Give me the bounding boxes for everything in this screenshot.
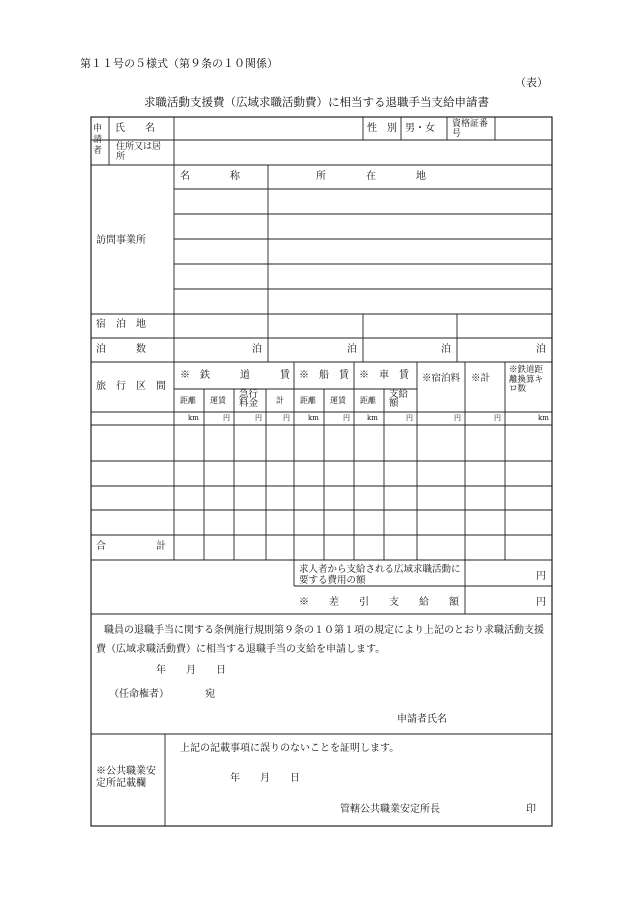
night-unit-3: 泊 [441, 344, 451, 355]
rail-km-header: ※鉄道距離換算キロ数 [509, 365, 544, 394]
travel-section-label: 旅 行 区 間 [96, 381, 166, 392]
car-fare-header: ※ 車 賃 [359, 370, 409, 381]
rail-fare-sub-header: 運賃 [210, 396, 226, 405]
office-section-label: ※公共職業安定所記載欄 [96, 766, 156, 789]
declaration-line-1: 職員の退職手当に関する条例施行規則第９条の１０第１項の規定により上記のとおり求職活動支援 [104, 625, 544, 636]
unit-express: 円 [255, 414, 262, 422]
office-location-header: 所 在 地 [316, 171, 426, 182]
declaration-line-2: 費（広域求職活動費）に相当する退職手当の支給を申請します。 [96, 644, 386, 655]
form-title: 求職活動支援費（広域求職活動費）に相当する退職手当支給申請書 [144, 95, 489, 109]
unit-car-pay: 円 [406, 414, 413, 422]
lodging-nights-label: 泊 数 [96, 344, 146, 355]
unit-rail-km: km [188, 414, 199, 422]
lodging-place-label: 宿 泊 地 [96, 319, 146, 330]
ship-fare-header: ※ 船 賃 [299, 370, 349, 381]
office-name-header: 名 称 [180, 171, 240, 182]
cert-number-label: 資格証番号 [452, 119, 489, 139]
office-certification-text: 上記の記載事項に誤りのないことを証明します。 [180, 743, 400, 754]
rail-fare-header: ※ 鉄 道 賃 [180, 370, 290, 381]
office-date: 年 月 日 [230, 773, 300, 784]
night-unit-1: 泊 [252, 344, 262, 355]
declaration-date: 年 月 日 [156, 665, 226, 676]
applicant-group-label: 申請者 [93, 124, 103, 156]
unit-ship-km: km [308, 414, 319, 422]
unit-rail-km-conv: km [538, 414, 549, 422]
address-label: 住所又は居所 [116, 142, 162, 162]
lodging-fee-header: ※宿泊料 [422, 373, 461, 384]
addressee-suffix: 宛 [205, 689, 215, 700]
ship-fare-sub-header: 運賃 [330, 396, 346, 405]
appointing-authority: （任命権者） [109, 689, 169, 700]
rail-distance-header: 距離 [180, 396, 196, 405]
express-fee-header: 急行料金 [239, 389, 259, 409]
seal-mark: 印 [526, 804, 536, 815]
unit-travel-total: 円 [494, 414, 501, 422]
rail-total-header: 計 [276, 396, 284, 405]
car-pay-header: 支給額 [389, 389, 409, 409]
gender-value[interactable]: 男・女 [405, 123, 435, 134]
sum-label: 合 計 [96, 541, 166, 552]
night-unit-4: 泊 [536, 344, 546, 355]
office-director: 管轄公共職業安定所長 [340, 804, 440, 815]
unit-rail-total: 円 [283, 414, 290, 422]
unit-ship-fare: 円 [343, 414, 350, 422]
applicant-signature-label: 申請者氏名 [397, 714, 447, 725]
night-unit-2: 泊 [347, 344, 357, 355]
gender-label: 性 別 [367, 123, 397, 134]
difference-unit: 円 [536, 597, 546, 608]
form-number: 第１１号の５様式（第９条の１０関係） [80, 57, 278, 70]
unit-rail-fare: 円 [223, 414, 230, 422]
employer-cost-unit: 円 [536, 571, 546, 582]
side-label: （表） [515, 76, 548, 89]
visit-section-label: 訪問事業所 [96, 235, 146, 246]
employer-cost-label: 求人者から支給される広域求職活動に要する費用の額 [299, 564, 461, 586]
difference-label: ※ 差 引 支 給 額 [299, 597, 459, 608]
ship-distance-header: 距離 [300, 396, 316, 405]
unit-lodging-fee: 円 [454, 414, 461, 422]
unit-car-km: km [367, 414, 378, 422]
name-label: 氏 名 [115, 123, 155, 134]
travel-total-header: ※計 [471, 373, 491, 384]
car-distance-header: 距離 [360, 396, 376, 405]
